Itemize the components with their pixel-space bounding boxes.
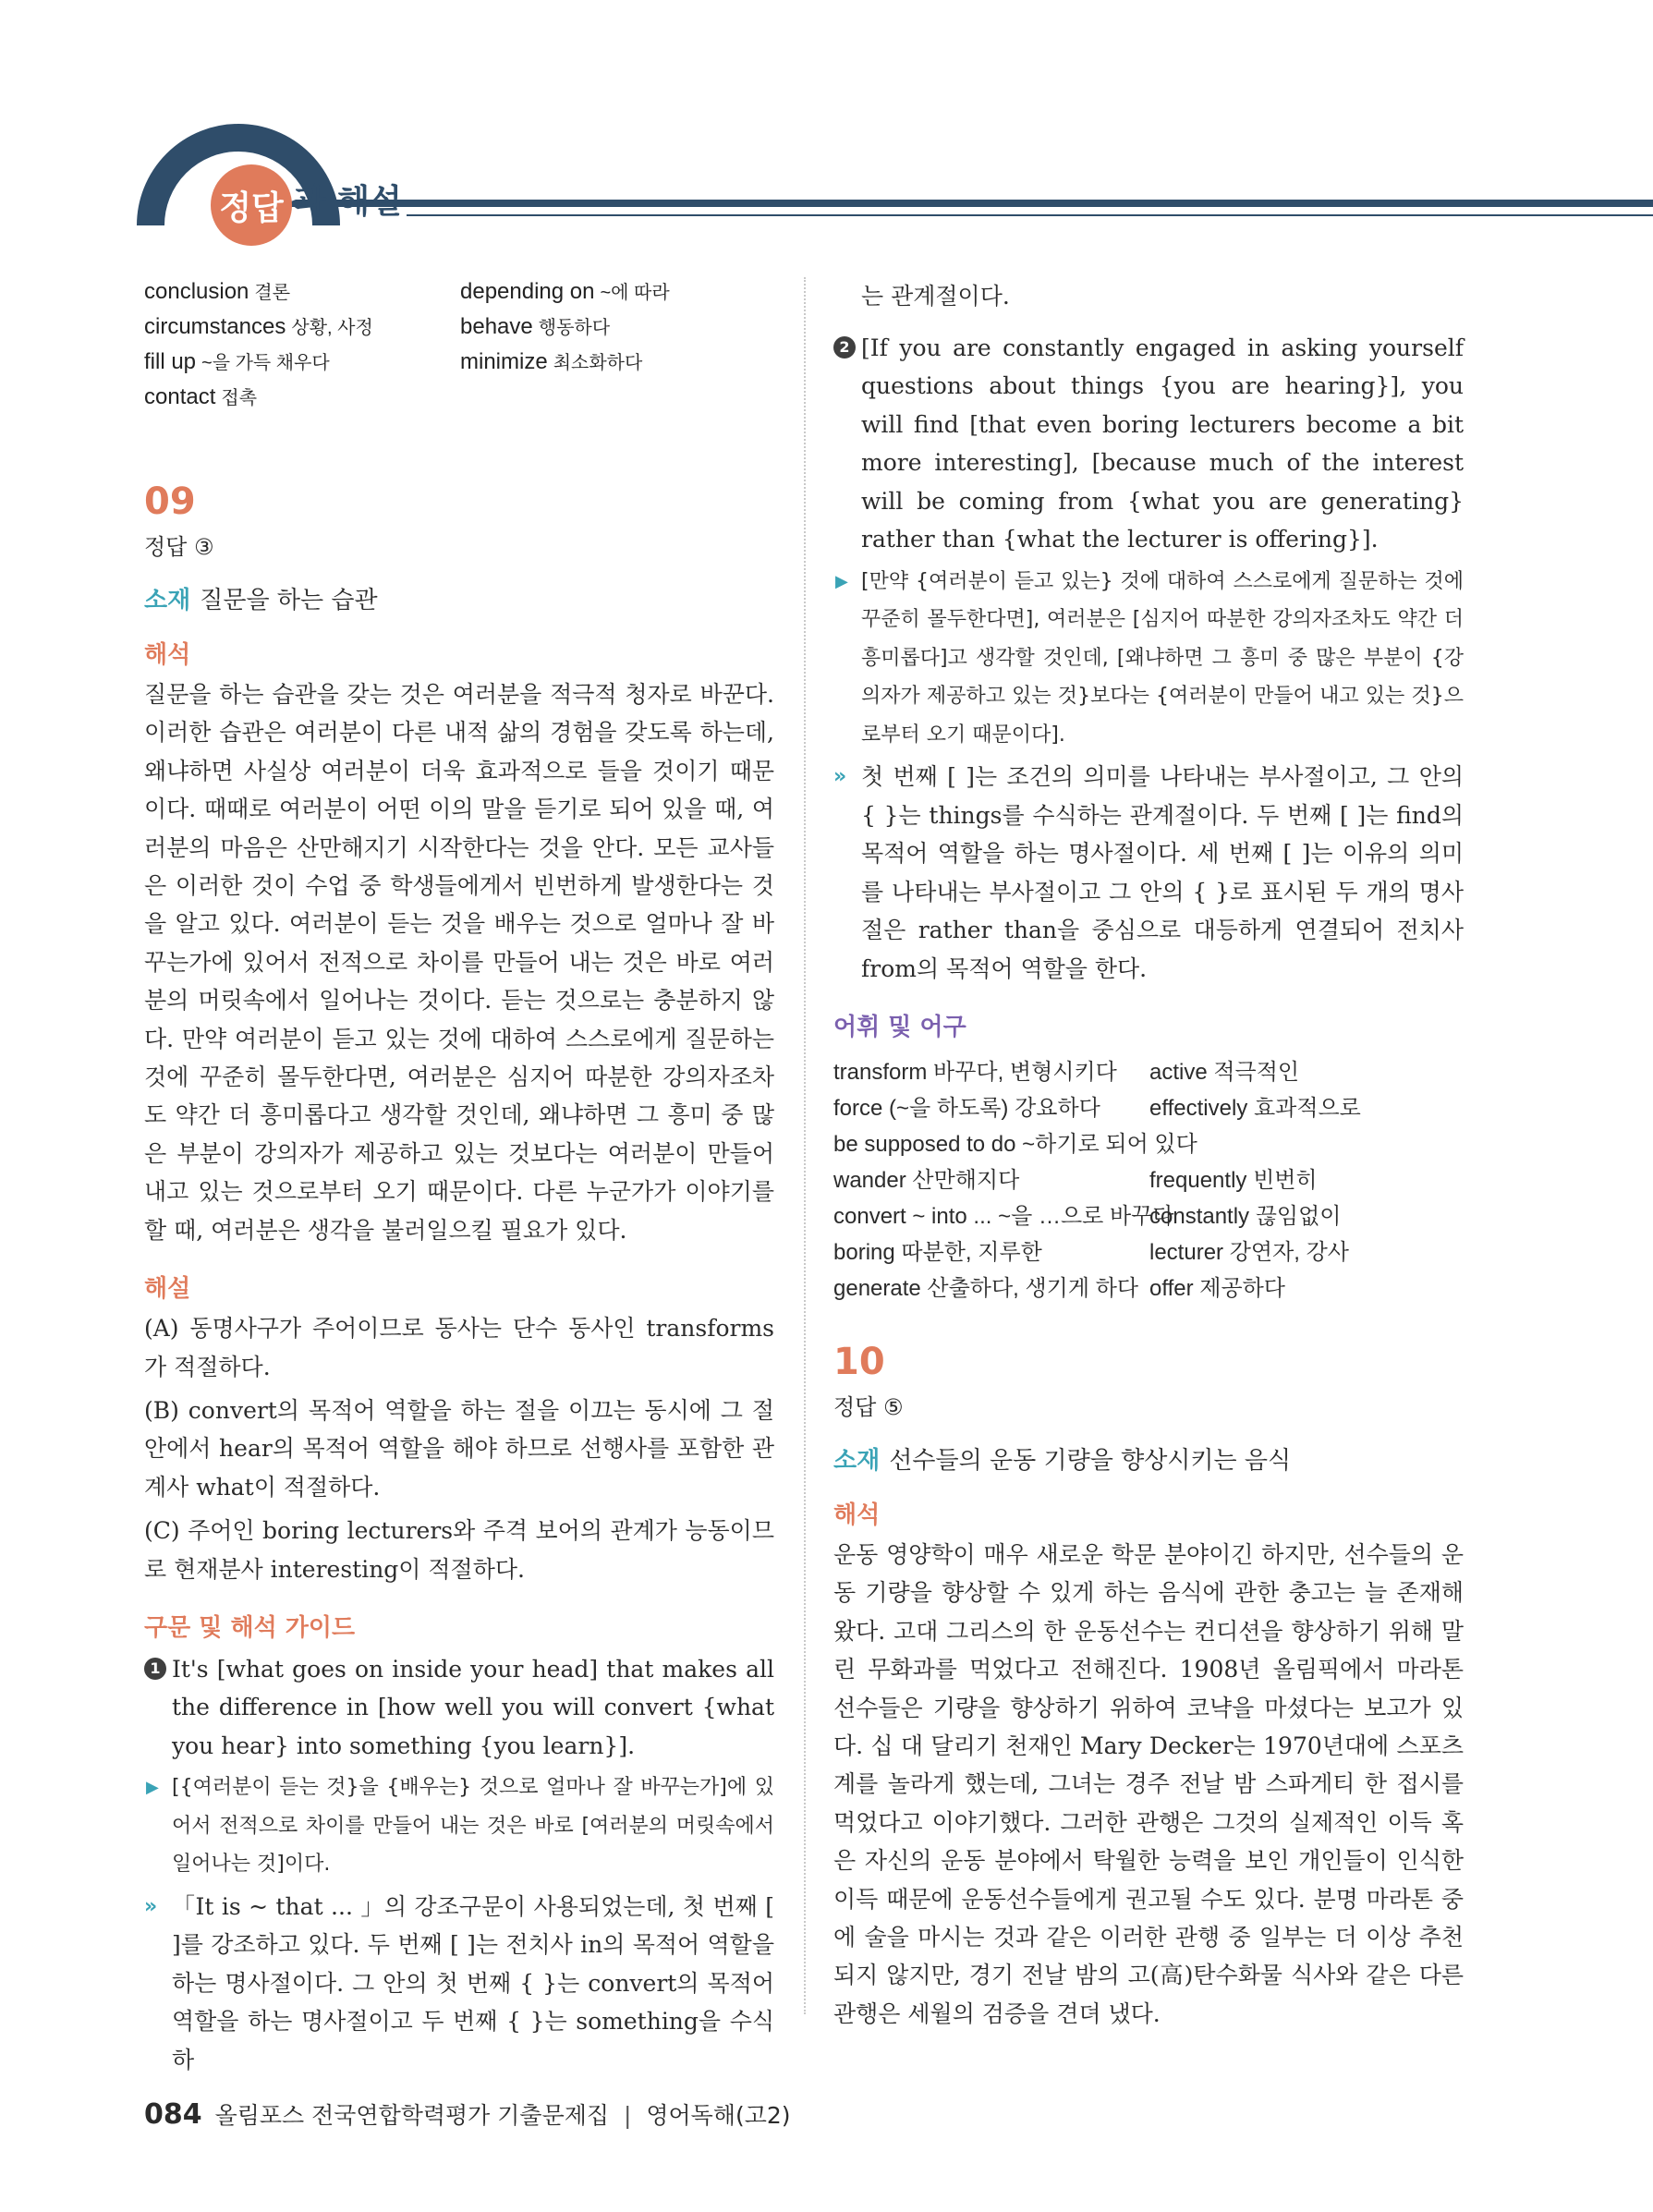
topic-text: 선수들의 운동 기량을 향상시키는 음식 xyxy=(889,1447,1292,1475)
guide-sentence-2 xyxy=(833,329,1464,559)
vocab-item: minimize 최소화하다 xyxy=(460,349,643,374)
explanation-a: (A) 동명사구가 주어이므로 동사는 단수 동사인 transforms가 적절하다. xyxy=(144,1315,774,1380)
prev-vocab-list xyxy=(144,277,774,410)
vocab-row xyxy=(833,1197,1464,1234)
vocab-row xyxy=(833,1053,1464,1089)
double-chevron-icon: » xyxy=(833,765,847,788)
topic-label: 소재 xyxy=(144,587,191,614)
sentence-text: [If you are constantly engaged in asking yourself questions about things {you are hearing}], you will find [that even boring lecturers become a bit more interesting], [because much of the interest will be coming from {what you are generating} rather than {what the lecturer is offering}]. xyxy=(861,334,1464,553)
topic-line xyxy=(144,581,774,615)
translation-text: 질문을 하는 습관을 갖는 것은 여러분을 적극적 청자로 바꾼다. 이러한 습관은 여러분이 다른 내적 삶의 경험을 갖도록 하는데, 왜냐하면 사실상 여러분이 더욱 효과적으로 들을 것이기 때문이다. 때때로 여러분이 어떤 이의 말을 듣기로 되어 있을 때, 여러분의 마음은 산만해지기 시작한다는 것을 안다. 모든 교사들은 이러한 것이 수업 중 학생들에게서 빈번하게 발생한다는 것을 알고 있다. 여러분이 듣는 것을 배우는 것으로 얼마나 잘 바꾸는가에 있어서 전적으로 차이를 만들어 내는 것은 바로 여러분의 머릿속에서 일어나는 것이다. 듣는 것으로는 충분하지 않다. 만약 여러분이 듣고 있는 것에 대하여 스스로에게 질문하는 것에 꾸준히 몰두한다면, 여러분은 심지어 따분한 강의자조차도 약간 더 흥미롭다고 생각할 것인데, 왜냐하면 그 흥미 중 많은 부분이 강의자가 제공하고 있는 것보다는 여러분이 만들어 내고 있는 것으로부터 오기 때문이다. 다른 누군가가 이야기를 할 때, 여러분은 생각을 불러일으킬 필요가 있다. xyxy=(144,681,774,1244)
question-number: 09 xyxy=(144,480,196,523)
vocab-entry: be supposed to do ~하기로 되어 있다 xyxy=(833,1132,1197,1157)
header-badge: 정답 xyxy=(211,164,292,246)
column-divider xyxy=(804,277,806,2014)
right-column xyxy=(833,277,1464,2033)
vocab-item: conclusion 결론 xyxy=(144,279,291,304)
guide-translation-1: ▶ [{여러분이 듣는 것}을 {배우는} 것으로 얼마나 잘 바꾸는가]에 있어서 전적으로 차이를 만들어 내는 것은 바로 [여러분의 머릿속에서 일어나는 것]이다. xyxy=(144,1768,774,1884)
vocab-entry: generate 산출하다, 생기게 하다 xyxy=(833,1276,1139,1301)
guide-note-1-continued: 는 관계절이다. xyxy=(861,283,1010,310)
sentence-text: It's [what goes on inside your head] that makes all the difference in [how well you will convert {what you hear} into something {you learn}]. xyxy=(172,1655,774,1759)
topic-line xyxy=(833,1441,1464,1476)
vocab-item: behave 행동하다 xyxy=(460,314,611,339)
vocab-row xyxy=(833,1270,1464,1306)
header-rule xyxy=(277,200,1653,207)
vocab-row xyxy=(833,1161,1464,1197)
vocab-entry: convert ~ into ... ~을 …으로 바꾸다 xyxy=(833,1204,1174,1229)
vocab-entry: transform 바꾸다, 변형시키다 xyxy=(833,1060,1117,1085)
book-title: 올림포스 전국연합학력평가 기출문제집 xyxy=(214,2102,610,2129)
guide-sentence-1 xyxy=(144,1650,774,1766)
triangle-marker-icon: ▶ xyxy=(835,571,848,591)
vocab-entry: active 적극적인 xyxy=(1149,1060,1300,1085)
triangle-marker-icon: ▶ xyxy=(146,1778,159,1798)
page-number: 084 xyxy=(144,2098,202,2131)
vocab-entry: offer 제공하다 xyxy=(1149,1276,1285,1301)
page-header xyxy=(0,0,1653,240)
vocab-item: depending on ~에 따라 xyxy=(460,279,670,304)
footer-separator: | xyxy=(623,2102,632,2129)
header-title: 과 해설 xyxy=(294,183,402,221)
vocab-heading: 어휘 및 어구 xyxy=(833,1014,966,1041)
guide-note-1: » 「It is ~ that ... 」의 강조구문이 사용되었는데, 첫 번째 [ ]를 강조하고 있다. 두 번째 [ ]는 전치사 in의 목적어 역할을 하는 명사절이다. 그 안의 첫 번째 { }는 convert의 목적어 역할을 하는 명사절이고 두 번째 { }는 something을 수식하 xyxy=(144,1888,774,2080)
explanation-heading: 해설 xyxy=(144,1275,191,1304)
vocab-entry: boring 따분한, 지루한 xyxy=(833,1240,1042,1265)
question-number: 10 xyxy=(833,1341,885,1383)
answer-line: 정답 ③ xyxy=(144,534,214,560)
explanation-b: (B) convert의 목적어 역할을 하는 절을 이끄는 동시에 그 절 안에서 hear의 목적어 역할을 해야 하므로 선행사를 포함한 관계사 what이 적절하다. xyxy=(144,1396,774,1501)
vocab-table xyxy=(833,1053,1464,1306)
vocab-entry: frequently 빈번히 xyxy=(1149,1168,1318,1193)
vocab-row xyxy=(833,1089,1464,1125)
translation-heading: 해석 xyxy=(833,1501,881,1529)
vocab-row xyxy=(833,1234,1464,1270)
vocab-item: fill up ~을 가득 채우다 xyxy=(144,349,330,374)
explanation-c: (C) 주어인 boring lecturers와 주격 보어의 관계가 능동이므로 현재분사 interesting이 적절하다. xyxy=(144,1517,774,1583)
guide-heading: 구문 및 해석 가이드 xyxy=(144,1613,356,1642)
guide-note-2: » 첫 번째 [ ]는 조건의 의미를 나타내는 부사절이고, 그 안의 { }는 things를 수식하는 관계절이다. 두 번째 [ ]는 find의 목적어 역할을 하는 명사절이다. 세 번째 [ ]는 이유의 의미를 나타내는 부사절이고 그 안의 { }로 표시된 두 개의 명사절은 rather than을 중심으로 대등하게 연결되어 전치사 from의 목적어 역할을 한다. xyxy=(833,758,1464,988)
header-rule-thin xyxy=(407,214,1653,216)
answer-line: 정답 ⑤ xyxy=(833,1394,904,1420)
vocab-entry: lecturer 강연자, 강사 xyxy=(1149,1240,1349,1265)
vocab-entry: force (~을 하도록) 강요하다 xyxy=(833,1096,1100,1121)
vocab-entry: constantly 끊임없이 xyxy=(1149,1204,1342,1229)
vocab-entry: effectively 효과적으로 xyxy=(1149,1096,1361,1121)
vocab-row xyxy=(833,1125,1464,1161)
double-chevron-icon: » xyxy=(144,1894,158,1918)
subject-title: 영어독해(고2) xyxy=(646,2102,791,2129)
vocab-item: circumstances 상황, 사정 xyxy=(144,314,373,339)
guide-translation-2: ▶ [만약 {여러분이 듣고 있는} 것에 대하여 스스로에게 질문하는 것에 꾸준히 몰두한다면], 여러분은 [심지어 따분한 강의자조차도 약간 더 흥미롭다]고 생각할 것인데, [왜냐하면 그 흥미 중 많은 부분이 {강의자가 제공하고 있는 것}보다는 {여러분이 만들어 내고 있는 것}으로부터 오기 때문이다]. xyxy=(833,563,1464,755)
left-column xyxy=(144,277,774,2079)
vocab-entry: wander 산만해지다 xyxy=(833,1168,1020,1193)
translation-heading: 해석 xyxy=(144,641,191,669)
translation-text: 운동 영양학이 매우 새로운 학문 분야이긴 하지만, 선수들의 운동 기량을 향상할 수 있게 하는 음식에 관한 충고는 늘 존재해 왔다. 고대 그리스의 한 운동선수는 컨디션을 향상하기 위해 말린 무화과를 먹었다고 전해진다. 1908년 올림픽에서 마라톤 선수들은 기량을 향상하기 위하여 코냑을 마셨다는 보고가 있다. 십 대 달리기 천재인 Mary Decker는 1970년대에 스포츠계를 놀라게 했는데, 그녀는 경주 전날 밤 스파게티 한 접시를 먹었다고 이야기했다. 그러한 관행은 그것의 실제적인 이득 혹은 자신의 운동 분야에서 탁월한 능력을 보인 개인들이 인식한 이득 때문에 운동선수들에게 권고될 수도 있다. 분명 마라톤 중에 술을 마시는 것과 같은 이러한 관행 중 일부는 더 이상 추천되지 않지만, 경기 전날 밤의 고(高)탄수화물 식사와 같은 다른 관행은 세월의 검증을 견뎌 냈다. xyxy=(833,1541,1464,2027)
sentence-number-badge: 1 xyxy=(144,1658,166,1680)
topic-label: 소재 xyxy=(833,1447,881,1475)
page-footer xyxy=(144,2097,791,2131)
topic-text: 질문을 하는 습관 xyxy=(200,587,378,614)
vocab-item: contact 접촉 xyxy=(144,384,258,409)
sentence-number-badge: 2 xyxy=(833,336,856,359)
